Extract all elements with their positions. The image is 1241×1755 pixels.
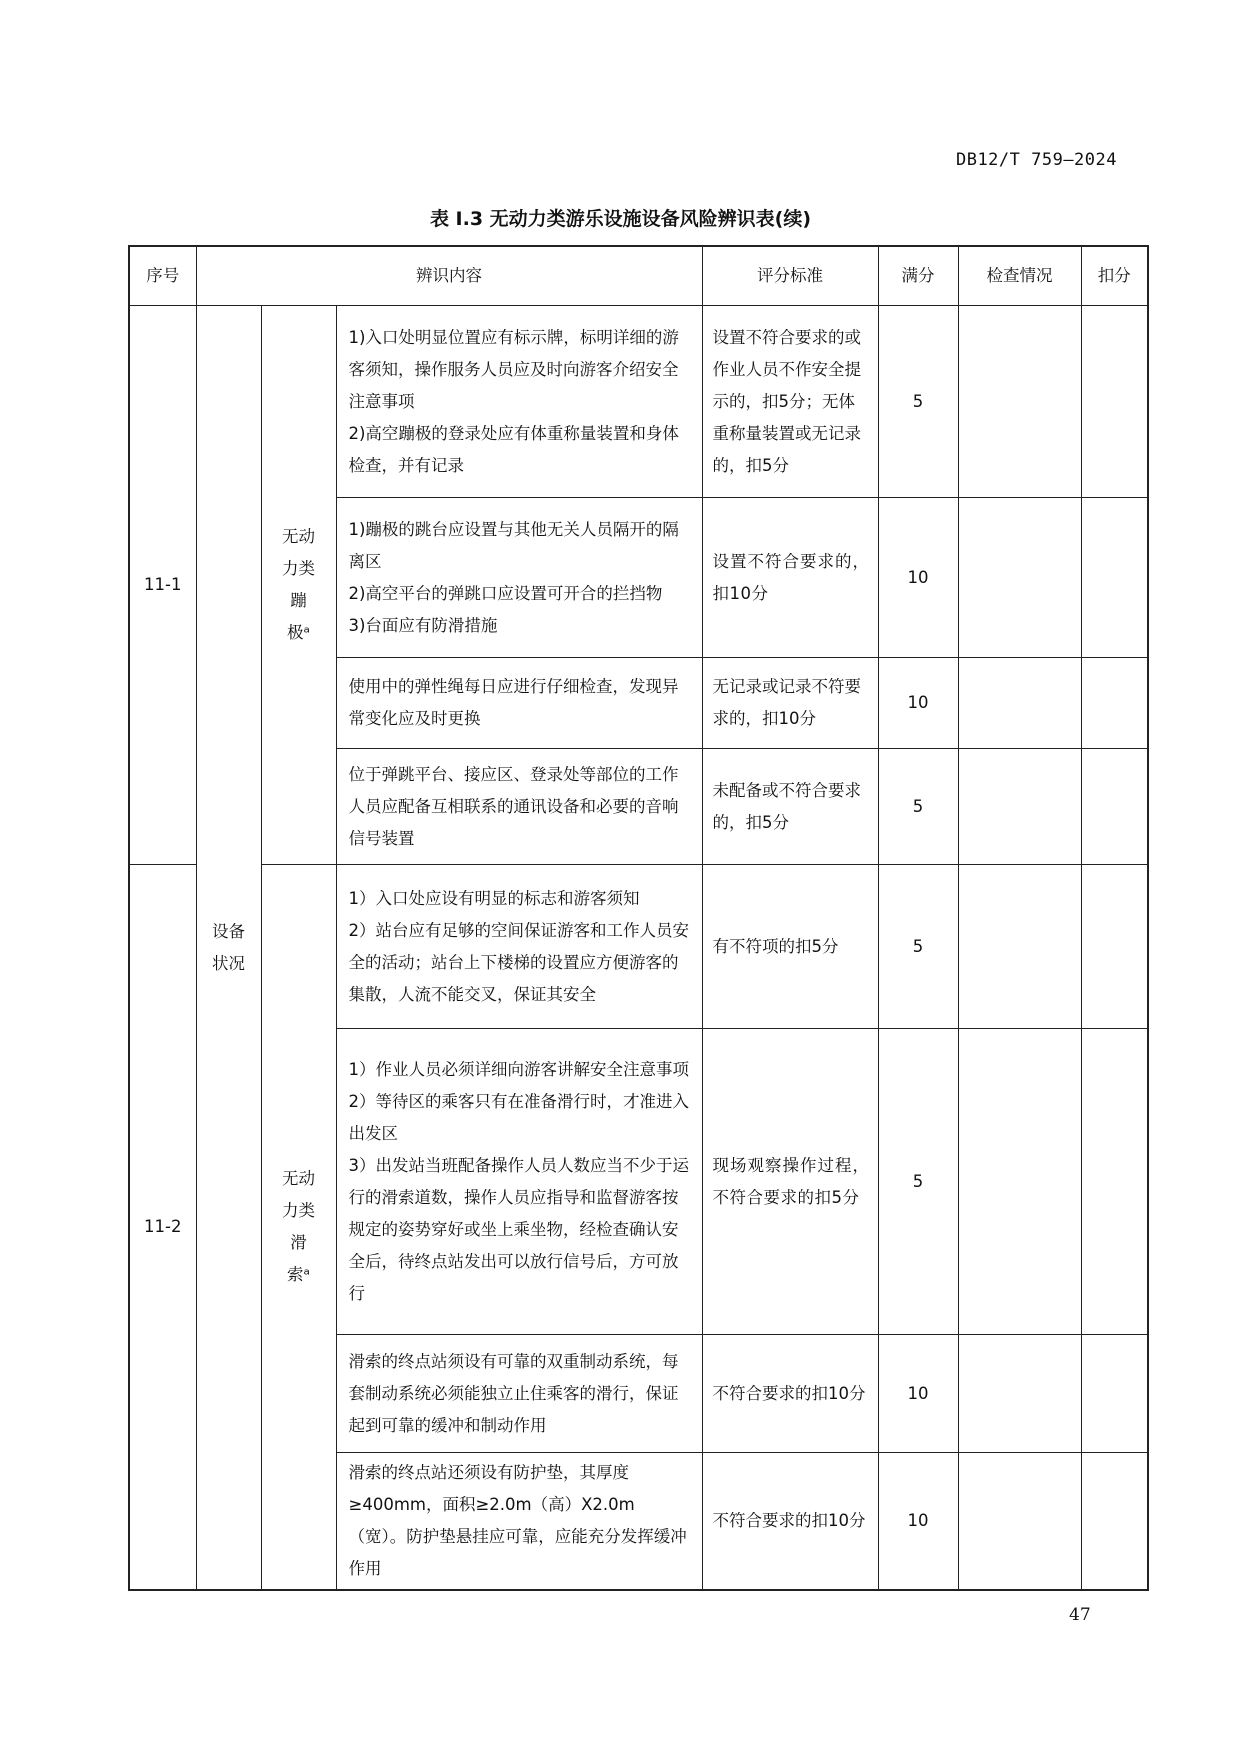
check-cell[interactable] — [958, 306, 1081, 498]
col-check: 检查情况 — [958, 246, 1081, 306]
category-cell — [261, 306, 336, 865]
score-cell: 5 — [878, 865, 958, 1029]
content-line: 1)入口处明显位置应有标示牌，标明详细的游客须知，操作服务人员应及时向游客介绍安全注意事项 — [348, 327, 679, 411]
deduct-cell[interactable] — [1081, 658, 1148, 749]
content-cell — [336, 498, 702, 658]
content-line: 滑索的终点站还须设有防护垫，其厚度≥400mm，面积≥2.0m（高）X2.0m（宽）。防护垫悬挂应可靠，应能充分发挥缓冲作用 — [348, 1463, 687, 1578]
category-line: 无动 — [282, 527, 315, 546]
criteria-cell: 设置不符合要求的或作业人员不作安全提示的，扣5分；无体重称量装置或无记录的，扣5分 — [702, 306, 878, 498]
category-line: 力类 — [282, 559, 315, 578]
content-line: 1）入口处应设有明显的标志和游客须知 — [348, 888, 640, 908]
content-line: 1）作业人员必须详细向游客讲解安全注意事项 — [348, 1059, 689, 1079]
table-title: 表 I.3 无动力类游乐设施设备风险辨识表(续) — [429, 208, 812, 230]
content-line: 2)高空蹦极的登录处应有体重称量装置和身体检查，并有记录 — [348, 423, 679, 475]
deduct-cell[interactable] — [1081, 1453, 1148, 1591]
content-line: 2）等待区的乘客只有在准备滑行时，才准进入出发区 — [348, 1091, 689, 1143]
group-label-cell — [196, 306, 261, 1591]
col-criteria: 评分标准 — [702, 246, 878, 306]
score-cell: 10 — [878, 1453, 958, 1591]
header-row — [129, 246, 1148, 306]
content-cell — [336, 865, 702, 1029]
col-full-score: 满分 — [878, 246, 958, 306]
table-row — [129, 306, 1148, 498]
score-cell: 5 — [878, 1029, 958, 1335]
check-cell[interactable] — [958, 658, 1081, 749]
content-cell — [336, 749, 702, 865]
page-number: 47 — [1069, 1605, 1091, 1625]
content-cell — [336, 1453, 702, 1591]
score-cell: 5 — [878, 306, 958, 498]
content-line: 2)高空平台的弹跳口应设置可开合的拦挡物 — [348, 583, 663, 603]
criteria-cell: 设置不符合要求的，扣10分 — [702, 498, 878, 658]
check-cell[interactable] — [958, 498, 1081, 658]
check-cell[interactable] — [958, 1453, 1081, 1591]
score-cell: 10 — [878, 658, 958, 749]
check-cell[interactable] — [958, 1335, 1081, 1453]
col-content: 辨识内容 — [196, 246, 702, 306]
check-cell[interactable] — [958, 1029, 1081, 1335]
content-line: 使用中的弹性绳每日应进行仔细检查，发现异常变化应及时更换 — [348, 677, 679, 728]
criteria-cell: 不符合要求的扣10分 — [702, 1453, 878, 1591]
criteria-cell: 有不符项的扣5分 — [702, 865, 878, 1029]
category-line: 极ᵃ — [287, 623, 310, 642]
category-line: 滑 — [290, 1233, 307, 1252]
content-line: 1)蹦极的跳台应设置与其他无关人员隔开的隔离区 — [348, 519, 679, 571]
category-line: 力类 — [282, 1201, 315, 1220]
score-cell: 10 — [878, 1335, 958, 1453]
deduct-cell[interactable] — [1081, 498, 1148, 658]
deduct-cell[interactable] — [1081, 865, 1148, 1029]
check-cell[interactable] — [958, 865, 1081, 1029]
content-cell — [336, 658, 702, 749]
seq-cell: 11-2 — [129, 865, 196, 1591]
seq-cell: 11-1 — [129, 306, 196, 865]
check-cell[interactable] — [958, 749, 1081, 865]
category-line: 无动 — [282, 1169, 315, 1188]
col-seq: 序号 — [129, 246, 196, 306]
content-cell — [336, 1335, 702, 1453]
score-cell: 5 — [878, 749, 958, 865]
content-line: 3)台面应有防滑措施 — [348, 615, 498, 635]
content-line: 2）站台应有足够的空间保证游客和工作人员安全的活动；站台上下楼梯的设置应方便游客的集散，人流不能交叉，保证其安全 — [348, 920, 689, 1004]
category-line: 索ᵃ — [287, 1265, 310, 1284]
criteria-cell: 无记录或记录不符要求的，扣10分 — [702, 658, 878, 749]
content-line: 滑索的终点站须设有可靠的双重制动系统，每套制动系统必须能独立止住乘客的滑行，保证起到可靠的缓冲和制动作用 — [348, 1351, 679, 1435]
category-line: 蹦 — [290, 591, 307, 610]
deduct-cell[interactable] — [1081, 749, 1148, 865]
deduct-cell[interactable] — [1081, 306, 1148, 498]
group-label: 设备状况 — [211, 921, 245, 973]
deduct-cell[interactable] — [1081, 1029, 1148, 1335]
col-deduct: 扣分 — [1081, 246, 1148, 306]
table-row — [129, 865, 1148, 1029]
criteria-cell: 未配备或不符合要求的，扣5分 — [702, 749, 878, 865]
risk-table — [128, 245, 1149, 1591]
document-number: DB12/T 759—2024 — [955, 150, 1117, 170]
category-cell — [261, 865, 336, 1591]
criteria-cell: 不符合要求的扣10分 — [702, 1335, 878, 1453]
content-cell — [336, 1029, 702, 1335]
content-line: 3）出发站当班配备操作人员人数应当不少于运行的滑索道数，操作人员应指导和监督游客按规定的姿势穿好或坐上乘坐物，经检查确认安全后，待终点站发出可以放行信号后，方可放行 — [348, 1155, 689, 1303]
content-line: 位于弹跳平台、接应区、登录处等部位的工作人员应配备互相联系的通讯设备和必要的音响信号装置 — [348, 764, 679, 848]
content-cell — [336, 306, 702, 498]
score-cell: 10 — [878, 498, 958, 658]
criteria-cell: 现场观察操作过程，不符合要求的扣5分 — [702, 1029, 878, 1335]
deduct-cell[interactable] — [1081, 1335, 1148, 1453]
